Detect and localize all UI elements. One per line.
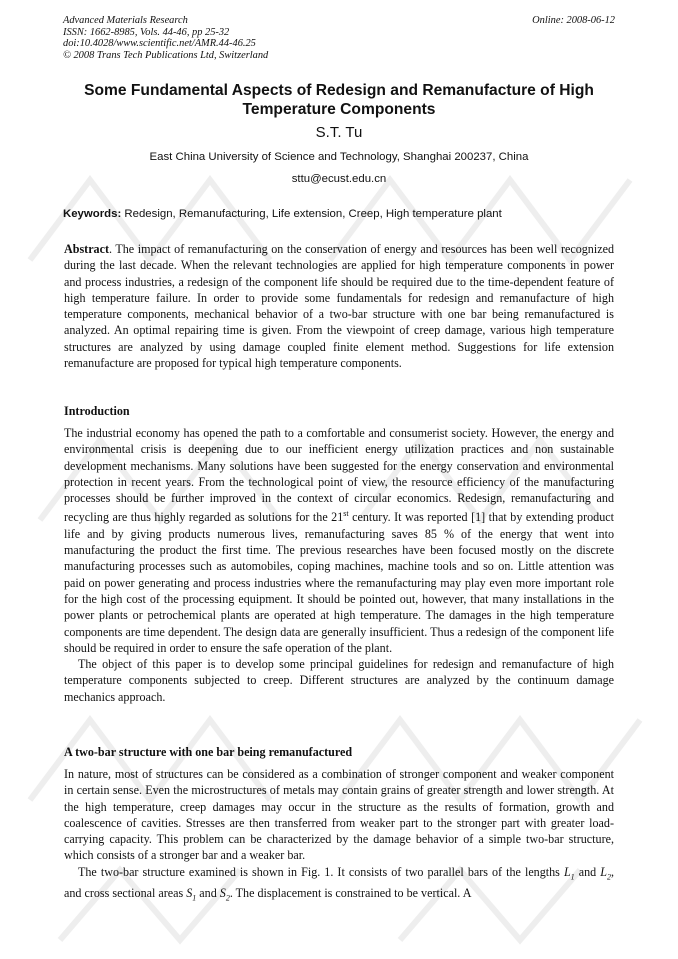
affiliation: East China University of Science and Technology, Shanghai 200237, China [149, 151, 529, 163]
author-name: S.T. Tu [315, 124, 363, 141]
intro-paragraph-1 [64, 425, 614, 656]
two-bar-p2-text-c: . The displacement is constrained to be vertical. A [229, 886, 472, 901]
two-bar-p2-and-1: and [574, 864, 601, 879]
intro-p1-text-a: The industrial economy has opened the path to a comfortable and consumerist society. However, the energy and environmental crisis is deepening due to our inefficient energy utilization practices and non sustainable development mechanisms. Many solutions have been suggested for the energy conservation and environmental protection in recent years. From the technological point of view, the resource efficiency of the manufacturing processes should be further improved in the context of circular economics. Redesign, remanufacturing and recycling are thus highly regarded as solutions for the 21 [64, 426, 614, 525]
keywords-label: Keywords: [63, 208, 122, 220]
section-heading-introduction: Introduction [64, 404, 130, 418]
two-bar-paragraph-1: In nature, most of structures can be considered as a combination of stronger component and weaker component in certain sense. Even the microstructures of metals may contain grains of greater strength and lower strength. At the high temperature, creep damages may occur in the structure as the results of formation, growth and coalescence of cavities. Stresses are then transferred from weaker part to the stronger part with greater load-carrying capacity. This problem can be characterized by the damage behavior of a simple two-bar structure, which consists of a stronger bar and a weaker bar. [64, 767, 614, 863]
symbol-L2-sub: 2 [606, 872, 611, 882]
intro-p1-text-b: century. It was reported [1] that by extending product life and by giving products numerous lives, remanufacturing saves 85 % of the energy that went into manufacturing the product the first time. The previous researches have been focused mostly on the discrete manufacturing processes such as automobiles, coping machines, machine tools and so on. Little attention was paid on power generating and process industries where the remanufacturing may play even more important role for the high cost of the processing equipment. It should be pointed out, however, that many installations in the power plants or petrochemical plants are operated at high temperature. The damages in the high temperature components are time dependent. The design data are generally insufficient. Thus a redesign of the component life should be required in order to ensure the safe operation of the plant. [64, 510, 614, 655]
symbol-S1: S [186, 886, 193, 901]
copyright: © 2008 Trans Tech Publications Ltd, Switzerland [63, 49, 269, 61]
abstract-text: . The impact of remanufacturing on the conservation of energy and resources has been well recognized during the last decade. When the relevant technologies are applied for high temperature components in power and process industries, a redesign of the component life should be required due to the time-dependent feature of high temperature failure. In order to provide some fundamentals for redesign and remanufacture of high temperature components, mechanical behavior of a two-bar structure with one bar being remanufactured is analyzed. An optimal repairing time is given. From the viewpoint of creep damage, various high temperature structures are analyzed by using damage coupled finite element method. Suggestions for life extension remanufacture are proposed for typical high temperature components. [64, 242, 614, 371]
journal-header [63, 15, 615, 61]
abstract [64, 241, 614, 371]
symbol-L2: L [600, 864, 607, 879]
keywords-text: Redesign, Remanufacturing, Life extension, Creep, High temperature plant [124, 208, 502, 220]
section-heading-two-bar: A two-bar structure with one bar being remanufactured [64, 745, 353, 759]
keywords-line [63, 207, 623, 221]
abstract-label: Abstract [64, 242, 110, 256]
two-bar-p2-and-2: and [196, 886, 220, 901]
introduction-body [64, 425, 614, 705]
doi: doi:10.4028/www.scientific.net/AMR.44-46.25 [63, 38, 256, 50]
symbol-S2: S [219, 886, 226, 901]
journal-name: Advanced Materials Research [63, 15, 188, 26]
issn: ISSN: 1662-8985, Vols. 44-46, pp 25-32 [63, 26, 230, 38]
symbol-S1-sub: 1 [192, 893, 197, 903]
symbol-L1-sub: 1 [570, 872, 575, 882]
symbol-S2-sub: 2 [225, 893, 230, 903]
symbol-L1: L [563, 864, 571, 879]
two-bar-paragraph-2 [64, 864, 614, 907]
intro-p1-sup: st [343, 509, 349, 519]
two-bar-p2-text-a: The two-bar structure examined is shown in Fig. 1. It consists of two parallel bars of the lengths [78, 864, 564, 879]
intro-paragraph-2: The object of this paper is to develop some principal guidelines for redesign and remanufacture of high temperature components subjected to creep. Different structures are analyzed by the continuum damage mechanics approach. [64, 657, 614, 704]
author-email: sttu@ecust.edu.cn [291, 173, 387, 185]
online-date: Online: 2008-06-12 [532, 15, 615, 26]
two-bar-body [64, 766, 614, 907]
two-bar-p2-text-b: , and cross sectional areas [64, 864, 614, 901]
paper-title: Some Fundamental Aspects of Redesign and Remanufacture of High Temperature Components [84, 82, 594, 118]
